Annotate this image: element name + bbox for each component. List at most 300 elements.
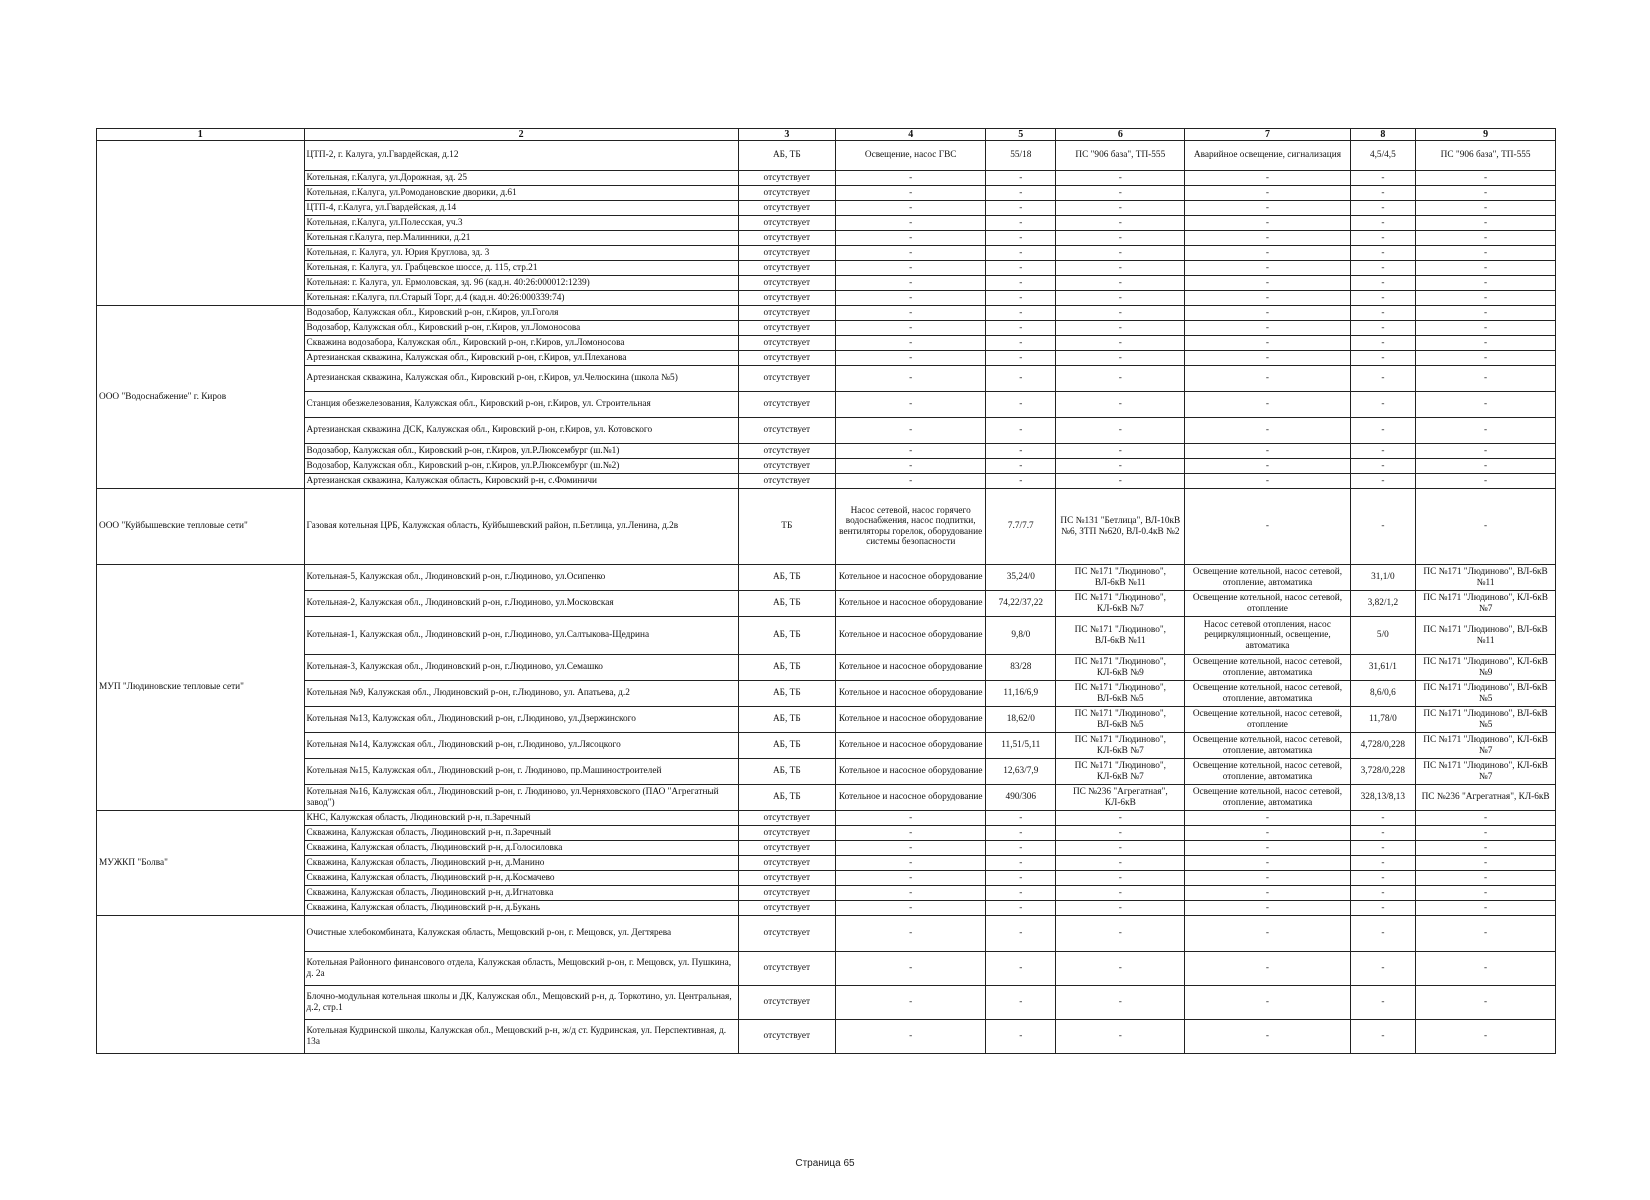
table-cell-col-4: - <box>836 916 986 952</box>
table-cell-col-3: отсутствует <box>738 856 835 871</box>
table-cell-col-8: - <box>1350 444 1416 459</box>
table-cell-col-6: - <box>1056 418 1185 444</box>
table-cell-col-8: - <box>1350 1020 1416 1054</box>
facility-address-cell: Скважина водозабора, Калужская обл., Кировский р-он, г.Киров, ул.Ломоносова <box>304 336 738 351</box>
table-header-row <box>97 129 1556 141</box>
table-row <box>97 759 1556 785</box>
table-cell-col-5: 9,8/0 <box>986 617 1056 655</box>
organization-cell: ООО "Водоснабжение" г. Киров <box>97 306 305 489</box>
table-row <box>97 489 1556 565</box>
equipment-table <box>96 128 1556 1054</box>
facility-address-cell: Скважина, Калужская область, Людиновский р-н, д.Игнатовка <box>304 886 738 901</box>
table-row <box>97 231 1556 246</box>
table-cell-col-8: - <box>1350 276 1416 291</box>
table-cell-col-3: АБ, ТБ <box>738 141 835 171</box>
table-cell-col-3: отсутствует <box>738 916 835 952</box>
table-cell-col-3: отсутствует <box>738 392 835 418</box>
table-cell-col-4: - <box>836 986 986 1020</box>
table-cell-col-6: ПС №131 "Бетлица", ВЛ-10кВ №6, ЗТП №620, ВЛ-0.4кВ №2 <box>1056 489 1185 565</box>
facility-address-cell: Скважина, Калужская область, Людиновский р-н, д.Манино <box>304 856 738 871</box>
table-cell-col-6: - <box>1056 306 1185 321</box>
table-cell-col-3: отсутствует <box>738 261 835 276</box>
table-cell-col-7: - <box>1185 418 1350 444</box>
table-cell-col-6: ПС №171 "Людиново", КЛ-6кВ №7 <box>1056 733 1185 759</box>
table-cell-col-3: отсутствует <box>738 306 835 321</box>
table-cell-col-9: - <box>1416 901 1556 916</box>
table-cell-col-4: - <box>836 811 986 826</box>
table-cell-col-7: Освещение котельной, насос сетевой, отопление, автоматика <box>1185 655 1350 681</box>
table-cell-col-7: - <box>1185 291 1350 306</box>
table-cell-col-4: - <box>836 474 986 489</box>
table-row <box>97 171 1556 186</box>
table-row <box>97 459 1556 474</box>
table-cell-col-8: 3,728/0,228 <box>1350 759 1416 785</box>
table-cell-col-7: Насос сетевой отопления, насос рециркуляционный, освещение, автоматика <box>1185 617 1350 655</box>
table-cell-col-9: - <box>1416 444 1556 459</box>
table-cell-col-4: - <box>836 321 986 336</box>
table-row <box>97 246 1556 261</box>
table-cell-col-5: - <box>986 171 1056 186</box>
table-row <box>97 986 1556 1020</box>
table-cell-col-4: - <box>836 261 986 276</box>
facility-address-cell: Котельная: г.Калуга, пл.Старый Торг, д.4 (кад.н. 40:26:000339:74) <box>304 291 738 306</box>
table-cell-col-5: - <box>986 886 1056 901</box>
table-cell-col-3: отсутствует <box>738 901 835 916</box>
table-cell-col-6: ПС №171 "Людиново", ВЛ-6кВ №5 <box>1056 707 1185 733</box>
facility-address-cell: Котельная Кудринской школы, Калужская обл., Мещовский р-н, ж/д ст. Кудринская, ул. Перспективная, д. 13а <box>304 1020 738 1054</box>
table-cell-col-9: - <box>1416 986 1556 1020</box>
table-cell-col-6: - <box>1056 201 1185 216</box>
table-row <box>97 886 1556 901</box>
table-row <box>97 826 1556 841</box>
table-cell-col-8: - <box>1350 474 1416 489</box>
table-cell-col-6: - <box>1056 336 1185 351</box>
table-cell-col-7: - <box>1185 871 1350 886</box>
table-cell-col-7: Освещение котельной, насос сетевой, отопление <box>1185 707 1350 733</box>
table-cell-col-7: - <box>1185 306 1350 321</box>
table-cell-col-6: - <box>1056 392 1185 418</box>
table-cell-col-9: ПС №171 "Людиново", КЛ-6кВ №7 <box>1416 591 1556 617</box>
table-cell-col-9: - <box>1416 201 1556 216</box>
table-row <box>97 216 1556 231</box>
table-cell-col-8: - <box>1350 871 1416 886</box>
table-cell-col-8: - <box>1350 459 1416 474</box>
table-row <box>97 916 1556 952</box>
table-row <box>97 681 1556 707</box>
table-cell-col-5: - <box>986 418 1056 444</box>
facility-address-cell: Скважина, Калужская область, Людиновский р-н, д.Космачево <box>304 871 738 886</box>
table-cell-col-7: Освещение котельной, насос сетевой, отопление <box>1185 591 1350 617</box>
table-cell-col-5: - <box>986 336 1056 351</box>
facility-address-cell: ЦТП-4, г.Калуга, ул.Гвардейская, д.14 <box>304 201 738 216</box>
table-cell-col-9: - <box>1416 306 1556 321</box>
table-cell-col-5: - <box>986 186 1056 201</box>
table-cell-col-4: - <box>836 216 986 231</box>
table-cell-col-4: - <box>836 459 986 474</box>
table-cell-col-8: - <box>1350 186 1416 201</box>
table-cell-col-9: - <box>1416 886 1556 901</box>
table-row <box>97 321 1556 336</box>
table-row <box>97 856 1556 871</box>
facility-address-cell: Котельная-3, Калужская обл., Людиновский р-он, г.Людиново, ул.Семашко <box>304 655 738 681</box>
table-cell-col-4: - <box>836 444 986 459</box>
table-cell-col-3: отсутствует <box>738 826 835 841</box>
table-cell-col-9: - <box>1416 841 1556 856</box>
table-cell-col-9: ПС №171 "Людиново", ВЛ-6кВ №11 <box>1416 617 1556 655</box>
table-cell-col-9: - <box>1416 952 1556 986</box>
table-cell-col-4: Котельное и насосное оборудование <box>836 565 986 591</box>
table-row <box>97 306 1556 321</box>
facility-address-cell: Артезианская скважина, Калужская область, Кировский р-н, с.Фоминичи <box>304 474 738 489</box>
facility-address-cell: Котельная, г.Калуга, ул.Полесская, уч.3 <box>304 216 738 231</box>
table-cell-col-6: - <box>1056 246 1185 261</box>
table-cell-col-5: - <box>986 392 1056 418</box>
table-cell-col-3: отсутствует <box>738 351 835 366</box>
table-row <box>97 351 1556 366</box>
table-cell-col-8: - <box>1350 952 1416 986</box>
table-cell-col-6: - <box>1056 321 1185 336</box>
table-cell-col-9: ПС №171 "Людиново", КЛ-6кВ №7 <box>1416 759 1556 785</box>
table-cell-col-3: АБ, ТБ <box>738 707 835 733</box>
table-cell-col-5: - <box>986 246 1056 261</box>
table-cell-col-3: отсутствует <box>738 186 835 201</box>
table-cell-col-6: - <box>1056 171 1185 186</box>
table-cell-col-6: - <box>1056 351 1185 366</box>
column-header-5: 5 <box>986 129 1056 141</box>
table-cell-col-5: - <box>986 474 1056 489</box>
table-cell-col-4: - <box>836 186 986 201</box>
table-cell-col-8: 31,1/0 <box>1350 565 1416 591</box>
facility-address-cell: Котельная, г.Калуга, ул.Ромодановские дворики, д.61 <box>304 186 738 201</box>
table-cell-col-6: - <box>1056 276 1185 291</box>
table-cell-col-7: - <box>1185 952 1350 986</box>
table-cell-col-9: ПС №171 "Людиново", ВЛ-6кВ №11 <box>1416 565 1556 591</box>
table-row <box>97 565 1556 591</box>
table-cell-col-8: - <box>1350 366 1416 392</box>
table-cell-col-7: - <box>1185 321 1350 336</box>
table-cell-col-3: АБ, ТБ <box>738 733 835 759</box>
table-cell-col-7: - <box>1185 886 1350 901</box>
table-cell-col-8: - <box>1350 418 1416 444</box>
table-cell-col-6: - <box>1056 952 1185 986</box>
table-cell-col-6: - <box>1056 291 1185 306</box>
table-cell-col-8: - <box>1350 392 1416 418</box>
facility-address-cell: Очистные хлебокомбината, Калужская область, Мещовский р-он, г. Мещовск, ул. Дегтярева <box>304 916 738 952</box>
table-cell-col-7: - <box>1185 276 1350 291</box>
table-cell-col-9: - <box>1416 186 1556 201</box>
facility-address-cell: Котельная №14, Калужская обл., Людиновский р-он, г.Людиново, ул.Лясоцкого <box>304 733 738 759</box>
facility-address-cell: Котельная, г.Калуга, ул.Дорожная, зд. 25 <box>304 171 738 186</box>
table-cell-col-4: - <box>836 351 986 366</box>
table-cell-col-3: отсутствует <box>738 841 835 856</box>
table-cell-col-5: - <box>986 366 1056 392</box>
table-cell-col-6: - <box>1056 901 1185 916</box>
table-cell-col-3: отсутствует <box>738 886 835 901</box>
table-row <box>97 276 1556 291</box>
table-cell-col-5: - <box>986 321 1056 336</box>
table-cell-col-7: - <box>1185 811 1350 826</box>
table-cell-col-5: 7.7/7.7 <box>986 489 1056 565</box>
table-cell-col-6: - <box>1056 841 1185 856</box>
table-cell-col-4: - <box>836 306 986 321</box>
table-cell-col-7: - <box>1185 841 1350 856</box>
table-cell-col-3: отсутствует <box>738 986 835 1020</box>
table-cell-col-8: - <box>1350 841 1416 856</box>
table-row <box>97 366 1556 392</box>
table-cell-col-8: - <box>1350 201 1416 216</box>
table-cell-col-3: отсутствует <box>738 231 835 246</box>
table-cell-col-5: 83/28 <box>986 655 1056 681</box>
table-cell-col-3: отсутствует <box>738 474 835 489</box>
column-header-8: 8 <box>1350 129 1416 141</box>
table-cell-col-6: - <box>1056 826 1185 841</box>
table-cell-col-8: - <box>1350 489 1416 565</box>
table-cell-col-6: - <box>1056 366 1185 392</box>
column-header-9: 9 <box>1416 129 1556 141</box>
table-cell-col-4: Насос сетевой, насос горячего водоснабжения, насос подпитки, вентиляторы горелок, оборудование системы безопасности <box>836 489 986 565</box>
page-number: Страница 65 <box>795 1158 855 1169</box>
table-cell-col-8: - <box>1350 856 1416 871</box>
table-cell-col-6: ПС №171 "Людиново", ВЛ-6кВ №11 <box>1056 617 1185 655</box>
facility-address-cell: Водозабор, Калужская обл., Кировский р-он, г.Киров, ул.Р.Люксембург (ш.№1) <box>304 444 738 459</box>
table-cell-col-3: отсутствует <box>738 201 835 216</box>
table-cell-col-5: - <box>986 306 1056 321</box>
facility-address-cell: Водозабор, Калужская обл., Кировский р-он, г.Киров, ул.Ломоносова <box>304 321 738 336</box>
table-cell-col-3: АБ, ТБ <box>738 591 835 617</box>
table-cell-col-4: - <box>836 231 986 246</box>
table-cell-col-4: - <box>836 276 986 291</box>
organization-cell: МУЖКП "Болва" <box>97 811 305 916</box>
table-row <box>97 901 1556 916</box>
table-row <box>97 336 1556 351</box>
table-cell-col-9: - <box>1416 246 1556 261</box>
table-cell-col-3: отсутствует <box>738 291 835 306</box>
table-cell-col-5: - <box>986 291 1056 306</box>
table-cell-col-4: - <box>836 291 986 306</box>
table-cell-col-7: Освещение котельной, насос сетевой, отопление, автоматика <box>1185 785 1350 811</box>
table-cell-col-8: - <box>1350 291 1416 306</box>
table-cell-col-6: ПС №236 "Агрегатная", КЛ-6кВ <box>1056 785 1185 811</box>
table-row <box>97 841 1556 856</box>
table-cell-col-8: 11,78/0 <box>1350 707 1416 733</box>
table-cell-col-6: - <box>1056 856 1185 871</box>
table-cell-col-4: - <box>836 901 986 916</box>
table-cell-col-9: - <box>1416 276 1556 291</box>
table-cell-col-3: отсутствует <box>738 418 835 444</box>
table-cell-col-6: ПС №171 "Людиново", КЛ-6кВ №7 <box>1056 759 1185 785</box>
table-cell-col-8: - <box>1350 231 1416 246</box>
table-cell-col-5: - <box>986 826 1056 841</box>
table-cell-col-6: - <box>1056 186 1185 201</box>
table-cell-col-5: - <box>986 986 1056 1020</box>
table-cell-col-7: - <box>1185 856 1350 871</box>
table-row <box>97 474 1556 489</box>
table-cell-col-8: - <box>1350 351 1416 366</box>
table-cell-col-5: 35,24/0 <box>986 565 1056 591</box>
table-cell-col-4: Котельное и насосное оборудование <box>836 733 986 759</box>
facility-address-cell: Котельная №16, Калужская обл., Людиновский р-он, г. Людиново, ул.Черняховского (ПАО "Агрегатный завод") <box>304 785 738 811</box>
table-cell-col-6: - <box>1056 474 1185 489</box>
facility-address-cell: Скважина, Калужская область, Людиновский р-н, п.Заречный <box>304 826 738 841</box>
table-cell-col-6: - <box>1056 459 1185 474</box>
table-cell-col-9: ПС №236 "Агрегатная", КЛ-6кВ <box>1416 785 1556 811</box>
table-cell-col-8: - <box>1350 916 1416 952</box>
table-row <box>97 655 1556 681</box>
table-cell-col-7: - <box>1185 474 1350 489</box>
column-header-6: 6 <box>1056 129 1185 141</box>
table-cell-col-3: отсутствует <box>738 871 835 886</box>
table-row <box>97 392 1556 418</box>
table-row <box>97 261 1556 276</box>
table-cell-col-9: - <box>1416 1020 1556 1054</box>
table-cell-col-3: отсутствует <box>738 246 835 261</box>
table-cell-col-7: - <box>1185 186 1350 201</box>
table-cell-col-7: - <box>1185 231 1350 246</box>
table-cell-col-3: отсутствует <box>738 276 835 291</box>
facility-address-cell: Котельная-1, Калужская обл., Людиновский р-он, г.Людиново, ул.Салтыкова-Щедрина <box>304 617 738 655</box>
table-cell-col-8: - <box>1350 336 1416 351</box>
table-cell-col-4: - <box>836 392 986 418</box>
facility-address-cell: Котельная Районного финансового отдела, Калужская область, Мещовский р-он, г. Мещовск, ул. Пушкина, д. 2а <box>304 952 738 986</box>
table-cell-col-7: - <box>1185 201 1350 216</box>
table-cell-col-6: ПС №171 "Людиново", ВЛ-6кВ №5 <box>1056 681 1185 707</box>
table-cell-col-9: - <box>1416 826 1556 841</box>
facility-address-cell: Котельная-2, Калужская обл., Людиновский р-он, г.Людиново, ул.Московская <box>304 591 738 617</box>
table-cell-col-7: - <box>1185 986 1350 1020</box>
table-cell-col-8: - <box>1350 171 1416 186</box>
facility-address-cell: Артезианская скважина ДСК, Калужская обл., Кировский р-он, г.Киров, ул. Котовского <box>304 418 738 444</box>
table-cell-col-7: Освещение котельной, насос сетевой, отопление, автоматика <box>1185 565 1350 591</box>
table-cell-col-9: - <box>1416 474 1556 489</box>
table-cell-col-3: АБ, ТБ <box>738 759 835 785</box>
table-cell-col-7: - <box>1185 366 1350 392</box>
table-cell-col-6: ПС №171 "Людиново", КЛ-6кВ №9 <box>1056 655 1185 681</box>
table-cell-col-7: - <box>1185 246 1350 261</box>
table-cell-col-3: АБ, ТБ <box>738 565 835 591</box>
table-cell-col-7: - <box>1185 916 1350 952</box>
column-header-3: 3 <box>738 129 835 141</box>
facility-address-cell: Станция обезжелезования, Калужская обл., Кировский р-он, г.Киров, ул. Строительная <box>304 392 738 418</box>
table-row <box>97 291 1556 306</box>
table-cell-col-5: - <box>986 444 1056 459</box>
table-cell-col-7: - <box>1185 261 1350 276</box>
table-cell-col-5: - <box>986 261 1056 276</box>
table-cell-col-9: - <box>1416 336 1556 351</box>
table-row <box>97 617 1556 655</box>
table-cell-col-4: - <box>836 841 986 856</box>
table-cell-col-4: Котельное и насосное оборудование <box>836 681 986 707</box>
table-row <box>97 186 1556 201</box>
table-cell-col-5: - <box>986 952 1056 986</box>
table-cell-col-5: - <box>986 459 1056 474</box>
table-cell-col-9: - <box>1416 261 1556 276</box>
table-cell-col-6: - <box>1056 871 1185 886</box>
table-cell-col-8: - <box>1350 986 1416 1020</box>
table-cell-col-5: - <box>986 856 1056 871</box>
table-row <box>97 201 1556 216</box>
table-cell-col-9: ПС №171 "Людиново", КЛ-6кВ №9 <box>1416 655 1556 681</box>
facility-address-cell: Водозабор, Калужская обл., Кировский р-он, г.Киров, ул.Гоголя <box>304 306 738 321</box>
table-cell-col-8: - <box>1350 246 1416 261</box>
table-cell-col-8: - <box>1350 901 1416 916</box>
table-cell-col-9: - <box>1416 351 1556 366</box>
table-cell-col-3: отсутствует <box>738 171 835 186</box>
table-cell-col-5: - <box>986 901 1056 916</box>
table-row <box>97 785 1556 811</box>
document-page <box>96 128 1556 1054</box>
table-cell-col-9: - <box>1416 231 1556 246</box>
table-cell-col-9: - <box>1416 321 1556 336</box>
column-header-7: 7 <box>1185 129 1350 141</box>
table-cell-col-8: 31,61/1 <box>1350 655 1416 681</box>
table-cell-col-3: отсутствует <box>738 336 835 351</box>
table-cell-col-9: ПС №171 "Людиново", ВЛ-6кВ №5 <box>1416 681 1556 707</box>
table-cell-col-5: 490/306 <box>986 785 1056 811</box>
organization-cell <box>97 141 305 306</box>
table-cell-col-7: - <box>1185 459 1350 474</box>
table-cell-col-3: отсутствует <box>738 366 835 392</box>
table-cell-col-3: ТБ <box>738 489 835 565</box>
table-cell-col-8: 4,728/0,228 <box>1350 733 1416 759</box>
table-cell-col-9: - <box>1416 418 1556 444</box>
table-cell-col-5: - <box>986 916 1056 952</box>
facility-address-cell: Скважина, Калужская область, Людиновский р-н, д.Букань <box>304 901 738 916</box>
table-cell-col-8: 8,6/0,6 <box>1350 681 1416 707</box>
facility-address-cell: Водозабор, Калужская обл., Кировский р-он, г.Киров, ул.Р.Люксембург (ш.№2) <box>304 459 738 474</box>
facility-address-cell: Котельная г.Калуга, пер.Малинники, д.21 <box>304 231 738 246</box>
table-row <box>97 707 1556 733</box>
table-cell-col-6: - <box>1056 886 1185 901</box>
table-body <box>97 141 1556 1054</box>
facility-address-cell: Котельная: г. Калуга, ул. Ермоловская, зд. 96 (кад.н. 40:26:000012:1239) <box>304 276 738 291</box>
table-row <box>97 418 1556 444</box>
table-cell-col-9: ПС №171 "Людиново", ВЛ-6кВ №5 <box>1416 707 1556 733</box>
table-cell-col-8: - <box>1350 826 1416 841</box>
table-cell-col-3: отсутствует <box>738 1020 835 1054</box>
organization-cell <box>97 916 305 1054</box>
table-cell-col-9: - <box>1416 916 1556 952</box>
table-cell-col-5: 11,51/5,11 <box>986 733 1056 759</box>
table-cell-col-8: - <box>1350 321 1416 336</box>
table-cell-col-7: - <box>1185 826 1350 841</box>
table-row <box>97 871 1556 886</box>
table-cell-col-9: - <box>1416 171 1556 186</box>
facility-address-cell: Скважина, Калужская область, Людиновский р-н, д.Голосиловка <box>304 841 738 856</box>
table-cell-col-5: 74,22/37,22 <box>986 591 1056 617</box>
table-cell-col-9: - <box>1416 291 1556 306</box>
table-cell-col-9: ПС №171 "Людиново", КЛ-6кВ №7 <box>1416 733 1556 759</box>
table-row <box>97 141 1556 171</box>
table-cell-col-9: - <box>1416 216 1556 231</box>
table-cell-col-5: 11,16/6,9 <box>986 681 1056 707</box>
facility-address-cell: Артезианская скважина, Калужская обл., Кировский р-он, г.Киров, ул.Плеханова <box>304 351 738 366</box>
table-cell-col-6: - <box>1056 261 1185 276</box>
table-cell-col-6: - <box>1056 916 1185 952</box>
table-cell-col-7: - <box>1185 1020 1350 1054</box>
column-header-2: 2 <box>304 129 738 141</box>
table-cell-col-4: - <box>836 171 986 186</box>
table-row <box>97 733 1556 759</box>
table-cell-col-4: - <box>836 952 986 986</box>
table-cell-col-4: - <box>836 1020 986 1054</box>
table-cell-col-7: Освещение котельной, насос сетевой, отопление, автоматика <box>1185 681 1350 707</box>
table-cell-col-3: АБ, ТБ <box>738 655 835 681</box>
facility-address-cell: Котельная, г. Калуга, ул. Юрия Круглова, зд. 3 <box>304 246 738 261</box>
table-cell-col-5: - <box>986 216 1056 231</box>
table-cell-col-4: - <box>836 336 986 351</box>
table-cell-col-7: - <box>1185 444 1350 459</box>
facility-address-cell: Котельная, г. Калуга, ул. Грабцевское шоссе, д. 115, стр.21 <box>304 261 738 276</box>
